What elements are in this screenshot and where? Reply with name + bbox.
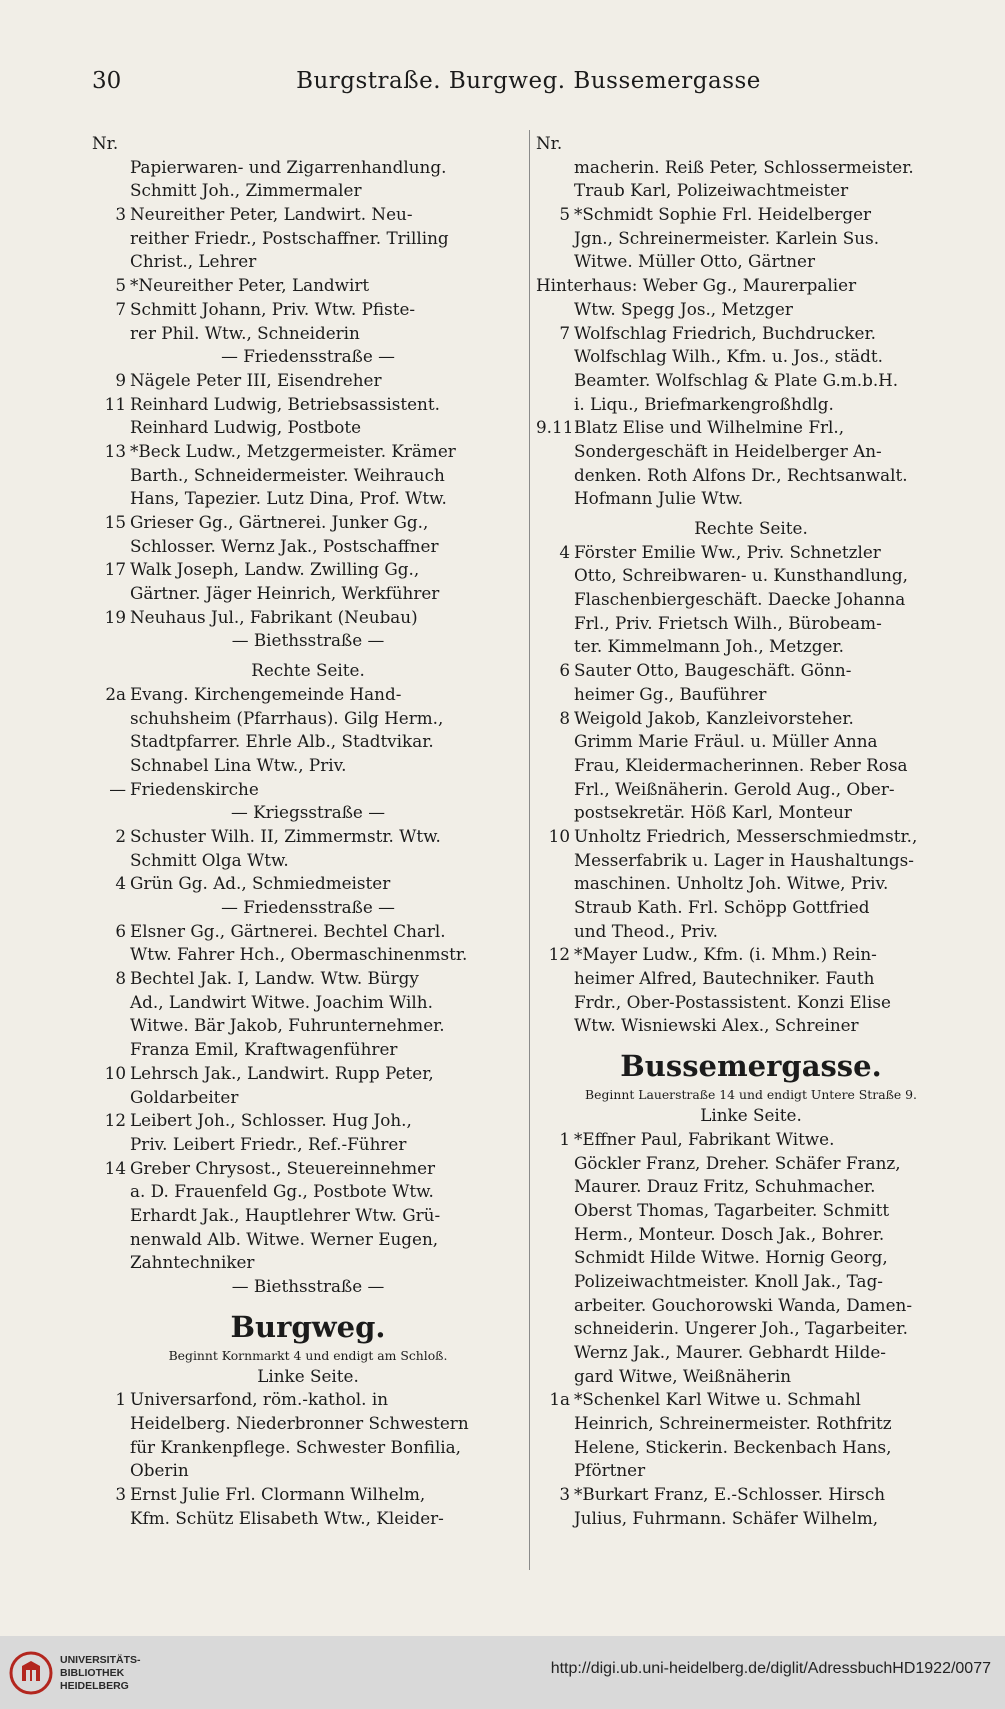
address-line bbox=[536, 920, 966, 944]
resident-text: Wtw. Wisniewski Alex., Schreiner bbox=[574, 1015, 859, 1036]
address-line bbox=[536, 1412, 966, 1436]
address-entry bbox=[92, 1062, 524, 1086]
address-line bbox=[536, 612, 966, 636]
address-entry bbox=[92, 440, 524, 464]
resident-text: heimer Alfred, Bautechniker. Fauth bbox=[574, 968, 875, 989]
resident-text: *Mayer Ludw., Kfm. (i. Mhm.) Rein- bbox=[574, 944, 877, 965]
resident-text: Grün Gg. Ad., Schmiedmeister bbox=[130, 873, 391, 894]
resident-text: und Theod., Priv. bbox=[574, 920, 718, 941]
address-line bbox=[536, 369, 966, 393]
street-heading: Bussemergasse. bbox=[620, 1049, 882, 1084]
address-line bbox=[92, 132, 524, 156]
resident-text: heimer Gg., Bauführer bbox=[574, 683, 767, 704]
house-number: 3 bbox=[559, 1484, 570, 1505]
resident-text: *Effner Paul, Fabrikant Witwe. bbox=[574, 1128, 835, 1149]
resident-text: schneiderin. Ungerer Joh., Tagarbeiter. bbox=[574, 1318, 908, 1339]
resident-text: Hans, Tapezier. Lutz Dina, Prof. Wtw. bbox=[130, 488, 447, 509]
house-number: 8 bbox=[559, 707, 570, 728]
address-line bbox=[92, 1412, 524, 1436]
resident-text: Otto, Schreibwaren- u. Kunsthandlung, bbox=[574, 565, 908, 586]
address-line bbox=[92, 730, 524, 754]
address-entry bbox=[92, 1109, 524, 1133]
resident-text: Wtw. Fahrer Hch., Obermaschinenmstr. bbox=[130, 944, 468, 965]
resident-text: postsekretär. Höß Karl, Monteur bbox=[574, 802, 852, 823]
street-description: Beginnt Lauerstraße 14 und endigt Untere Straße 9. bbox=[585, 1087, 917, 1103]
resident-text: a. D. Frauenfeld Gg., Postbote Wtw. bbox=[130, 1181, 434, 1202]
address-entry bbox=[92, 683, 524, 707]
resident-text: maschinen. Unholtz Joh. Witwe, Priv. bbox=[574, 873, 889, 894]
resident-text: Evang. Kirchengemeinde Hand- bbox=[130, 683, 402, 704]
house-number: 12 bbox=[548, 944, 570, 965]
address-entry bbox=[92, 872, 524, 896]
resident-text: ter. Kimmelmann Joh., Metzger. bbox=[574, 636, 844, 657]
library-name-line: HEIDELBERG bbox=[60, 1680, 129, 1692]
address-line bbox=[536, 1246, 966, 1270]
address-line bbox=[92, 250, 524, 274]
address-entry bbox=[92, 825, 524, 849]
address-entry bbox=[536, 707, 966, 731]
section-label bbox=[92, 1365, 524, 1389]
address-line bbox=[92, 322, 524, 346]
resident-text: Hofmann Julie Wtw. bbox=[574, 488, 744, 509]
section-label bbox=[536, 1104, 966, 1128]
resident-text: Frdr., Ober-Postassistent. Konzi Elise bbox=[574, 991, 891, 1012]
resident-text: Wernz Jak., Maurer. Gebhardt Hilde- bbox=[574, 1342, 886, 1362]
university-library-logo-icon bbox=[8, 1650, 54, 1696]
house-number: 2a bbox=[105, 683, 126, 704]
house-number: 6 bbox=[559, 660, 570, 681]
address-line bbox=[92, 943, 524, 967]
house-number: Nr. bbox=[536, 133, 563, 153]
resident-text: Grieser Gg., Gärtnerei. Junker Gg., bbox=[130, 512, 429, 532]
address-line bbox=[536, 487, 966, 511]
resident-text: Schnabel Lina Wtw., Priv. bbox=[130, 754, 347, 775]
address-line bbox=[536, 1507, 966, 1531]
section-label bbox=[92, 629, 524, 653]
resident-text: Schmitt Olga Wtw. bbox=[130, 849, 289, 870]
resident-text: Helene, Stickerin. Beckenbach Hans, bbox=[574, 1436, 892, 1457]
page-number: 30 bbox=[92, 68, 122, 94]
house-number: 3 bbox=[115, 1484, 126, 1505]
section-label-text: — Biethsstraße — bbox=[231, 1276, 385, 1296]
section-label bbox=[92, 659, 524, 683]
resident-text: Flaschenbiergeschäft. Daecke Johanna bbox=[574, 589, 906, 610]
address-entry bbox=[92, 920, 524, 944]
section-label-text: Linke Seite. bbox=[700, 1105, 802, 1126]
resident-text: Ernst Julie Frl. Clormann Wilhelm, bbox=[130, 1484, 426, 1505]
address-line bbox=[536, 588, 966, 612]
address-line bbox=[536, 1175, 966, 1199]
resident-text: denken. Roth Alfons Dr., Rechtsanwalt. bbox=[574, 464, 908, 485]
house-number: 4 bbox=[559, 541, 570, 562]
address-line bbox=[536, 754, 966, 778]
address-line bbox=[536, 1436, 966, 1460]
house-number: 19 bbox=[104, 606, 126, 627]
resident-text: Witwe. Müller Otto, Gärtner bbox=[574, 251, 815, 272]
house-number: 4 bbox=[115, 873, 126, 894]
house-number: 7 bbox=[115, 298, 126, 319]
resident-text: Traub Karl, Polizeiwachtmeister bbox=[574, 180, 849, 201]
resident-text: Erhardt Jak., Hauptlehrer Wtw. Grü- bbox=[130, 1204, 441, 1225]
address-entry bbox=[92, 203, 524, 227]
address-line bbox=[92, 464, 524, 488]
resident-text: Wtw. Spegg Jos., Metzger bbox=[574, 298, 793, 319]
resident-text: Beamter. Wolfschlag & Plate G.m.b.H. bbox=[574, 369, 899, 390]
resident-text: Förster Emilie Ww., Priv. Schnetzler bbox=[574, 541, 881, 562]
house-number: — bbox=[109, 778, 126, 799]
resident-text: Straub Kath. Frl. Schöpp Gottfried bbox=[574, 897, 870, 917]
address-line bbox=[536, 991, 966, 1015]
address-line bbox=[536, 179, 966, 203]
resident-text: Grimm Marie Fräul. u. Müller Anna bbox=[574, 731, 878, 752]
address-line bbox=[92, 1086, 524, 1110]
resident-text: Friedenskirche bbox=[130, 778, 259, 799]
resident-text: Oberin bbox=[130, 1460, 189, 1481]
address-line bbox=[92, 227, 524, 251]
house-number: 1 bbox=[115, 1389, 126, 1410]
address-line bbox=[92, 1038, 524, 1062]
resident-text: Julius, Fuhrmann. Schäfer Wilhelm, bbox=[574, 1507, 879, 1528]
house-number: 10 bbox=[548, 825, 570, 846]
section-label-text: — Biethsstraße — bbox=[231, 630, 385, 651]
house-number: 12 bbox=[104, 1110, 126, 1131]
resident-text: *Schenkel Karl Witwe u. Schmahl bbox=[574, 1389, 861, 1410]
address-entry bbox=[536, 541, 966, 565]
address-line bbox=[92, 1133, 524, 1157]
resident-text: Nägele Peter III, Eisendreher bbox=[130, 369, 382, 390]
house-number: Nr. bbox=[92, 133, 119, 153]
resident-text: Neureither Peter, Landwirt. Neu- bbox=[130, 204, 413, 225]
house-number: 17 bbox=[104, 559, 126, 580]
resident-text: Greber Chrysost., Steuereinnehmer bbox=[130, 1157, 436, 1178]
resident-text: Hinterhaus: Weber Gg., Maurerpalier bbox=[536, 275, 857, 296]
resident-text: Priv. Leibert Friedr., Ref.-Führer bbox=[130, 1133, 407, 1154]
library-name-line: BIBLIOTHEK bbox=[60, 1667, 125, 1679]
address-line bbox=[92, 1228, 524, 1252]
resident-text: Oberst Thomas, Tagarbeiter. Schmitt bbox=[574, 1199, 890, 1220]
library-name-line: UNIVERSITÄTS- bbox=[60, 1654, 141, 1666]
house-number: 3 bbox=[115, 204, 126, 225]
resident-text: Göckler Franz, Dreher. Schäfer Franz, bbox=[574, 1152, 901, 1173]
address-line bbox=[536, 872, 966, 896]
address-entry bbox=[92, 606, 524, 630]
address-line bbox=[92, 535, 524, 559]
address-line bbox=[92, 1251, 524, 1275]
address-line bbox=[92, 582, 524, 606]
address-line bbox=[536, 1294, 966, 1318]
address-entry bbox=[536, 659, 966, 683]
address-line bbox=[92, 487, 524, 511]
resident-text: *Neureither Peter, Landwirt bbox=[130, 275, 370, 296]
address-line bbox=[536, 156, 966, 180]
resident-text: Universarfond, röm.-kathol. in bbox=[130, 1389, 389, 1410]
resident-text: schuhsheim (Pfarrhaus). Gilg Herm., bbox=[130, 707, 444, 728]
resident-text: Blatz Elise und Wilhelmine Frl., bbox=[574, 417, 845, 438]
address-line bbox=[536, 1223, 966, 1247]
library-name bbox=[60, 1654, 141, 1693]
address-line bbox=[536, 393, 966, 417]
resident-text: für Krankenpflege. Schwester Bonfilia, bbox=[130, 1436, 462, 1457]
resident-text: rer Phil. Wtw., Schneiderin bbox=[130, 322, 360, 343]
address-entry bbox=[536, 943, 966, 967]
resident-text: Stadtpfarrer. Ehrle Alb., Stadtvikar. bbox=[130, 731, 434, 752]
address-entry bbox=[92, 511, 524, 535]
address-entry bbox=[92, 1157, 524, 1181]
address-line bbox=[536, 1270, 966, 1294]
section-label bbox=[92, 801, 524, 825]
resident-text: Schmitt Johann, Priv. Wtw. Pfiste- bbox=[130, 298, 416, 319]
house-number: 10 bbox=[104, 1062, 126, 1083]
address-line bbox=[536, 896, 966, 920]
address-line bbox=[92, 707, 524, 731]
address-line bbox=[536, 635, 966, 659]
address-entry bbox=[536, 203, 966, 227]
section-label bbox=[536, 517, 966, 541]
resident-text: Witwe. Bär Jakob, Fuhrunternehmer. bbox=[130, 1015, 445, 1036]
address-line bbox=[92, 849, 524, 873]
section-label-text: — Kriegsstraße — bbox=[231, 802, 385, 823]
resident-text: Polizeiwachtmeister. Knoll Jak., Tag- bbox=[574, 1270, 883, 1291]
resident-text: Leibert Joh., Schlosser. Hug Joh., bbox=[130, 1110, 412, 1131]
address-line bbox=[536, 778, 966, 802]
house-number: 9 bbox=[115, 369, 126, 390]
address-entry bbox=[92, 967, 524, 991]
address-entry bbox=[92, 298, 524, 322]
address-line bbox=[536, 564, 966, 588]
resident-text: Schmidt Hilde Witwe. Hornig Georg, bbox=[574, 1247, 888, 1268]
address-line bbox=[536, 1459, 966, 1483]
address-line bbox=[536, 801, 966, 825]
resident-text: Papierwaren- und Zigarrenhandlung. bbox=[130, 156, 447, 177]
resident-text: Walk Joseph, Landw. Zwilling Gg., bbox=[130, 559, 420, 580]
house-number: 1a bbox=[549, 1389, 570, 1410]
address-entry bbox=[92, 369, 524, 393]
resident-text: Sauter Otto, Baugeschäft. Gönn- bbox=[574, 660, 852, 681]
address-entry bbox=[536, 416, 966, 440]
resident-text: Lehrsch Jak., Landwirt. Rupp Peter, bbox=[130, 1062, 434, 1083]
address-line bbox=[92, 1180, 524, 1204]
house-number: 8 bbox=[115, 968, 126, 989]
address-line bbox=[92, 754, 524, 778]
resident-text: Herm., Monteur. Dosch Jak., Bohrer. bbox=[574, 1223, 885, 1244]
resident-text: Heinrich, Schreinermeister. Rothfritz bbox=[574, 1413, 892, 1434]
address-line bbox=[536, 683, 966, 707]
resident-text: Schuster Wilh. II, Zimmermstr. Wtw. bbox=[130, 825, 441, 846]
address-entry bbox=[536, 825, 966, 849]
address-line bbox=[92, 179, 524, 203]
source-url-link[interactable]: http://digi.ub.uni-heidelberg.de/diglit/AdressbuchHD1922/0077 bbox=[550, 1660, 991, 1677]
resident-text: Franza Emil, Kraftwagenführer bbox=[130, 1039, 398, 1060]
resident-text: Schlosser. Wernz Jak., Postschaffner bbox=[130, 535, 439, 556]
section-label-text: Rechte Seite. bbox=[694, 518, 808, 538]
resident-text: Zahntechniker bbox=[130, 1252, 255, 1273]
resident-text: Pförtner bbox=[574, 1460, 646, 1481]
resident-text: *Schmidt Sophie Frl. Heidelberger bbox=[574, 204, 872, 225]
resident-text: Sondergeschäft in Heidelberger An- bbox=[574, 440, 882, 461]
resident-text: Frau, Kleidermacherinnen. Reber Rosa bbox=[574, 754, 908, 775]
resident-text: Schmitt Joh., Zimmermaler bbox=[130, 180, 362, 201]
resident-text: Maurer. Drauz Fritz, Schuhmacher. bbox=[574, 1176, 876, 1197]
section-label bbox=[92, 345, 524, 369]
section-label bbox=[92, 896, 524, 920]
page-header bbox=[92, 68, 965, 102]
address-line bbox=[92, 1507, 524, 1531]
resident-text: *Burkart Franz, E.-Schlosser. Hirsch bbox=[574, 1484, 886, 1505]
address-line bbox=[536, 1152, 966, 1176]
resident-text: Christ., Lehrer bbox=[130, 251, 257, 272]
street-heading: Burgweg. bbox=[230, 1309, 386, 1344]
house-number: 5 bbox=[559, 204, 570, 225]
house-number: 5 bbox=[115, 275, 126, 296]
page-title: Burgstraße. Burgweg. Bussemergasse bbox=[296, 68, 761, 94]
house-number: 9.11 bbox=[536, 417, 574, 438]
house-number: 13 bbox=[104, 440, 126, 461]
address-entry bbox=[92, 778, 524, 802]
resident-text: macherin. Reiß Peter, Schlossermeister. bbox=[574, 156, 914, 177]
address-entry bbox=[92, 1388, 524, 1412]
address-line bbox=[536, 440, 966, 464]
address-line bbox=[92, 1459, 524, 1483]
address-line bbox=[536, 1014, 966, 1038]
resident-text: Goldarbeiter bbox=[130, 1086, 239, 1107]
resident-text: Weigold Jakob, Kanzleivorsteher. bbox=[574, 707, 854, 728]
address-line bbox=[92, 991, 524, 1015]
right-column bbox=[536, 132, 966, 1531]
resident-text: arbeiter. Gouchorowski Wanda, Damen- bbox=[574, 1294, 912, 1315]
resident-text: Wolfschlag Friedrich, Buchdrucker. bbox=[574, 322, 876, 343]
resident-text: Reinhard Ludwig, Betriebsassistent. bbox=[130, 393, 440, 414]
address-line bbox=[536, 132, 966, 156]
resident-text: Gärtner. Jäger Heinrich, Werkführer bbox=[130, 583, 440, 604]
section-label-text: Linke Seite. bbox=[257, 1365, 359, 1386]
address-line bbox=[536, 1365, 966, 1389]
address-entry bbox=[536, 322, 966, 346]
resident-text: Kfm. Schütz Elisabeth Wtw., Kleider- bbox=[130, 1507, 444, 1528]
address-line bbox=[536, 345, 966, 369]
resident-text: *Beck Ludw., Metzgermeister. Krämer bbox=[130, 440, 456, 461]
resident-text: gard Witwe, Weißnäherin bbox=[574, 1365, 792, 1386]
footer-bar bbox=[0, 1636, 1005, 1709]
address-line bbox=[536, 274, 966, 298]
address-entry bbox=[536, 1128, 966, 1152]
address-entry bbox=[536, 1483, 966, 1507]
section-label bbox=[92, 1275, 524, 1299]
address-entry bbox=[536, 1388, 966, 1412]
address-line bbox=[536, 1341, 966, 1365]
resident-text: Wolfschlag Wilh., Kfm. u. Jos., städt. bbox=[574, 346, 883, 367]
address-entry bbox=[92, 393, 524, 417]
address-line bbox=[92, 156, 524, 180]
house-number: 6 bbox=[115, 920, 126, 941]
resident-text: Frl., Priv. Frietsch Wilh., Bürobeam- bbox=[574, 612, 882, 633]
resident-text: Barth., Schneidermeister. Weihrauch bbox=[130, 464, 445, 485]
left-column bbox=[92, 132, 524, 1531]
address-line bbox=[536, 227, 966, 251]
address-line bbox=[92, 1014, 524, 1038]
section-label-text: Rechte Seite. bbox=[251, 660, 365, 681]
resident-text: Reinhard Ludwig, Postbote bbox=[130, 417, 362, 438]
address-line bbox=[536, 849, 966, 873]
resident-text: Frl., Weißnäherin. Gerold Aug., Ober- bbox=[574, 778, 895, 799]
address-line bbox=[536, 1199, 966, 1223]
address-entry bbox=[92, 558, 524, 582]
address-line bbox=[536, 298, 966, 322]
house-number: 11 bbox=[104, 393, 126, 414]
address-entry bbox=[92, 274, 524, 298]
address-line bbox=[536, 730, 966, 754]
resident-text: i. Liqu., Briefmarkengroßhdlg. bbox=[574, 393, 834, 414]
resident-text: Elsner Gg., Gärtnerei. Bechtel Charl. bbox=[130, 920, 446, 941]
section-label-text: — Friedensstraße — bbox=[221, 897, 395, 917]
section-label-text: — Friedensstraße — bbox=[221, 346, 395, 367]
resident-text: Neuhaus Jul., Fabrikant (Neubau) bbox=[130, 606, 418, 627]
resident-text: reither Friedr., Postschaffner. Trilling bbox=[130, 227, 449, 248]
address-line bbox=[92, 416, 524, 440]
house-number: 14 bbox=[104, 1157, 126, 1178]
resident-text: Heidelberg. Niederbronner Schwestern bbox=[130, 1413, 469, 1434]
resident-text: Ad., Landwirt Witwe. Joachim Wilh. bbox=[130, 991, 433, 1012]
address-line bbox=[536, 464, 966, 488]
resident-text: Bechtel Jak. I, Landw. Wtw. Bürgy bbox=[130, 968, 419, 989]
column-divider bbox=[529, 130, 530, 1570]
house-number: 1 bbox=[559, 1128, 570, 1149]
address-line bbox=[536, 967, 966, 991]
address-entry bbox=[92, 1483, 524, 1507]
resident-text: Messerfabrik u. Lager in Haushaltungs- bbox=[574, 849, 914, 870]
house-number: 15 bbox=[104, 512, 126, 532]
resident-text: nenwald Alb. Witwe. Werner Eugen, bbox=[130, 1228, 439, 1249]
resident-text: Unholtz Friedrich, Messerschmiedmstr., bbox=[574, 825, 918, 846]
house-number: 2 bbox=[115, 825, 126, 846]
address-line bbox=[536, 250, 966, 274]
address-line bbox=[92, 1204, 524, 1228]
street-description: Beginnt Kornmarkt 4 und endigt am Schloß. bbox=[168, 1347, 448, 1363]
resident-text: Jgn., Schreinermeister. Karlein Sus. bbox=[574, 227, 880, 248]
house-number: 7 bbox=[559, 322, 570, 343]
address-line bbox=[536, 1317, 966, 1341]
address-line bbox=[92, 1436, 524, 1460]
